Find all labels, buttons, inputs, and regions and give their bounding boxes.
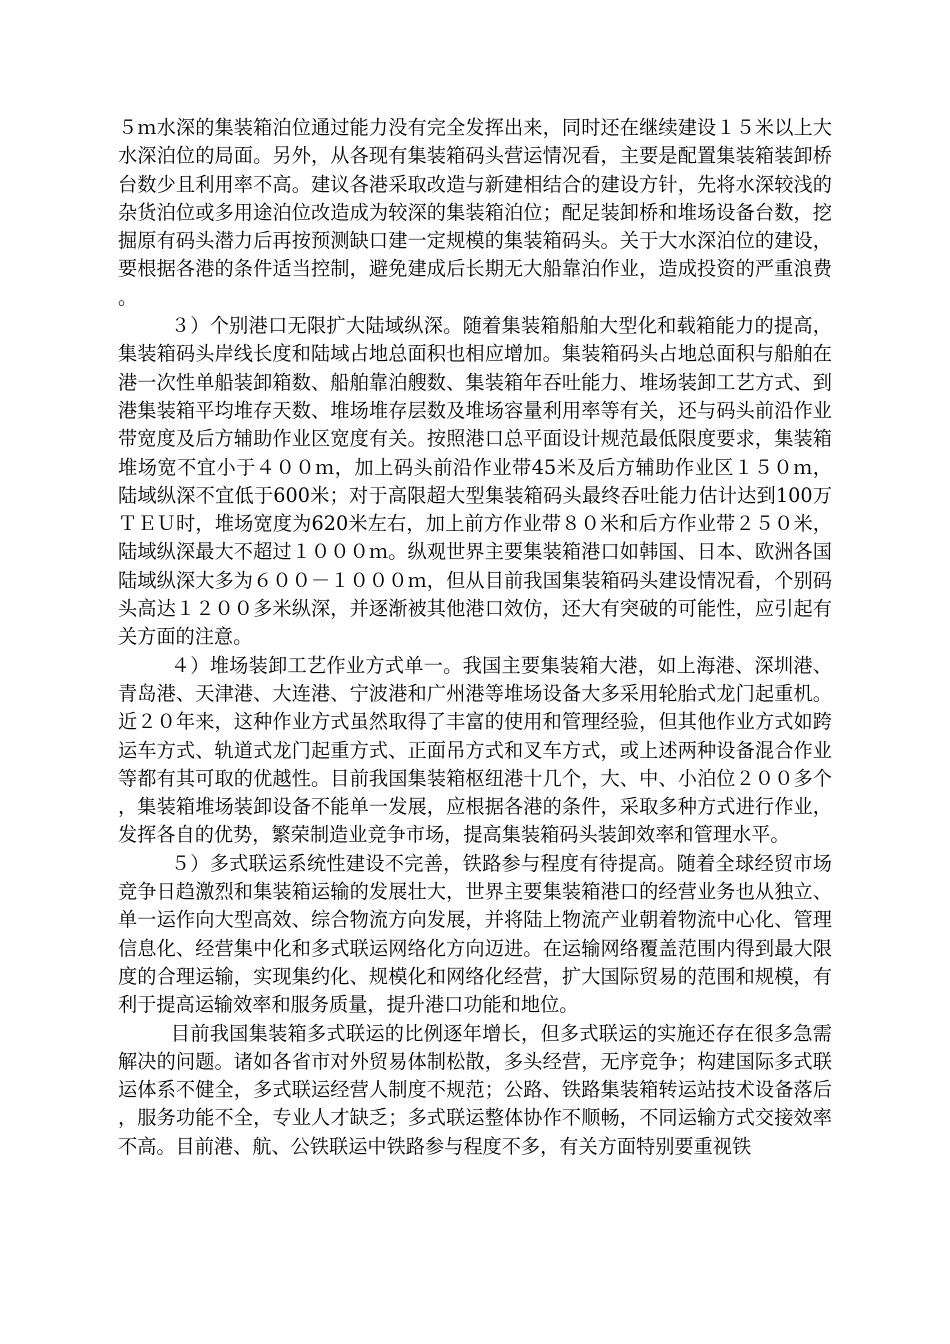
paragraph-land-depth: ３）个别港口无限扩大陆域纵深。随着集装箱船舶大型化和载箱能力的提高，集装箱码头岸线长度和陆域占地总面积也相应增加。集装箱码头占地总面积与船舶在港一次性单船装卸箱数、船舶靠泊艘数、集装箱年吞吐能力、堆场装卸工艺方式、到港集装箱平均堆存天数、堆场堆存层数及堆场容量利用率等有关，还与码头前沿作业带宽度及后方辅助作业区宽度有关。按照港口总平面设计规范最低限度要求，集装箱堆场宽不宜小于４００ｍ，加上码头前沿作业带45米及后方辅助作业区１５０ｍ，陆域纵深不宜低于600米；对于高限超大型集装箱码头最终吞吐能力估计达到100万ＴＥＵ时，堆场宽度为620米左右，加上前方作业带８０米和后方作业带２５０米，陆域纵深最大不超过１０００ｍ。纵观世界主要集装箱港口如韩国、日本、欧洲各国陆域纵深大多为６００－１０００ｍ，但从目前我国集装箱码头建设情况看，个别码头高达１２００多米纵深，并逐渐被其他港口效仿，还大有突破的可能性，应引起有关方面的注意。 [118, 314, 832, 649]
document-page [118, 114, 832, 1161]
paragraph-yard-handling: ４）堆场装卸工艺作业方式单一。我国主要集装箱大港，如上海港、深圳港、青岛港、天津港、大连港、宁波港和广州港等堆场设备大多采用轮胎式龙门起重机。近２０年来，这种作业方式虽然取得了丰富的使用和管理经验，但其他作业方式如跨运车方式、轨道式龙门起重方式、正面吊方式和叉车方式，或上述两种设备混合作业等都有其可取的优越性。目前我国集装箱枢纽港十几个，大、中、小泊位２００多个，集装箱堆场装卸设备不能单一发展，应根据各港的条件，采取多种方式进行作业，发挥各自的优势，繁荣制造业竞争市场，提高集装箱码头装卸效率和管理水平。 [118, 653, 832, 847]
paragraph-multimodal-transport: ５）多式联运系统性建设不完善，铁路参与程度有待提高。随着全球经贸市场竞争日趋激烈和集装箱运输的发展壮大，世界主要集装箱港口的经营业务也从独立、单一运作向大型高效、综合物流方向发展，并将陆上物流产业朝着物流中心化、管理信息化、经营集中化和多式联运网络化方向迈进。在运输网络覆盖范围内得到最大限度的合理运输，实现集约化、规模化和网络化经营，扩大国际贸易的范围和规模，有利于提高运输效率和服务质量，提升港口功能和地位。 [118, 851, 832, 1017]
paragraph-multimodal-problems: 目前我国集装箱多式联运的比例逐年增长，但多式联运的实施还存在很多急需解决的问题。诸如各省市对外贸易体制松散，多头经营，无序竞争；构建国际多式联运体系不健全，多式联运经营人制度不规范；公路、铁路集装箱转运站技术设备落后，服务功能不全，专业人才缺乏；多式联运整体协作不顺畅，不同运输方式交接效率不高。目前港、航、公铁联运中铁路参与程度不多，有关方面特别要重视铁 [118, 1021, 832, 1158]
paragraph-berth-capacity: ５ｍ水深的集装箱泊位通过能力没有完全发挥出来，同时还在继续建设１５米以上大水深泊位的局面。另外，从各现有集装箱码头营运情况看，主要是配置集装箱装卸桥台数少且利用率不高。建议各港采取改造与新建相结合的建设方针，先将水深较浅的杂货泊位或多用途泊位改造成为较深的集装箱泊位；配足装卸桥和堆场设备台数，挖掘原有码头潜力后再按预测缺口建一定规模的集装箱码头。关于大水深泊位的建设，要根据各港的条件适当控制，避免建成后长期无大船靠泊作业，造成投资的严重浪费。 [118, 116, 832, 309]
